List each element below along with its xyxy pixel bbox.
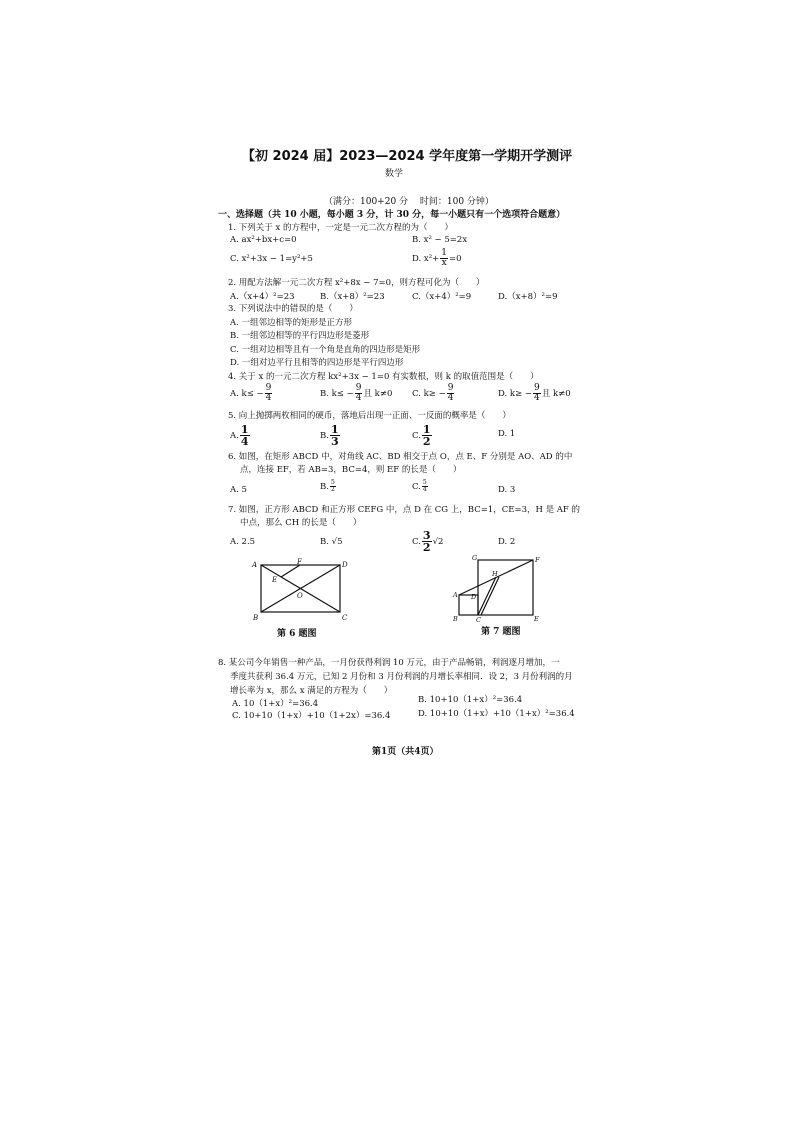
figure-7-diagram <box>452 555 544 623</box>
q2-option-a: A.（x+4）²=23 <box>230 292 295 302</box>
fig6-label-d: D <box>342 561 348 569</box>
q6-c-den: 4 <box>422 486 427 493</box>
q7-option-c <box>412 530 443 553</box>
fig7-label-h: H <box>492 570 498 578</box>
q8-stem-line1: 8. 某公司今年销售一种产品，一月份获得利润 10 万元，由于产品畅销，利润逐月增加，一 <box>218 658 560 668</box>
q4-c-num: 9 <box>447 383 454 393</box>
q6-option-c <box>412 480 429 493</box>
q5-c-label: C. <box>412 431 421 441</box>
q2-option-d: D.（x+8）²=9 <box>498 292 558 302</box>
q4-d-num: 9 <box>534 383 540 393</box>
q3-option-d: D. 一组对边平行且相等的四边形是平行四边形 <box>230 358 404 368</box>
q6-stem-line2: 点，连接 EF，若 AB=3，BC=4，则 EF 的长是（ ） <box>240 465 462 475</box>
q6-stem-line1: 6. 如图，在矩形 ABCD 中，对角线 AC、BD 相交于点 O，点 E、F 分别是 AO、AD 的中 <box>228 452 573 462</box>
q6-c-num: 5 <box>422 479 427 486</box>
fig7-label-f: F <box>535 556 540 564</box>
q6-c-label: C. <box>412 482 421 492</box>
q5-stem: 5. 向上抛掷两枚相同的硬币，落地后出现一正面、一反面的概率是（ ） <box>228 411 511 421</box>
q4-option-a <box>230 384 273 403</box>
q4-option-c <box>412 384 455 403</box>
q8-option-b: B. 10+10（1+x）²=36.4 <box>418 695 523 705</box>
q1-option-c: C. x²+3x − 1=y²+5 <box>230 254 313 264</box>
q4-a-prefix: A. k≤ − <box>230 389 264 399</box>
q2-stem: 2. 用配方法解一元二次方程 x²+8x − 7=0，则方程可化为（ ） <box>228 278 485 288</box>
fig6-label-e: E <box>272 576 278 584</box>
fig7-square-cefg <box>478 560 533 615</box>
q5-c-den: 2 <box>422 435 431 448</box>
q1-d-num: 1 <box>441 248 447 258</box>
q6-option-d: D. 3 <box>498 485 516 495</box>
q4-option-d <box>498 384 571 403</box>
q7-stem-line2: 中点，那么 CH 的长是（ ） <box>240 518 362 528</box>
fig6-label-a: A <box>252 561 258 569</box>
fig6-label-f: F <box>297 558 302 566</box>
q4-b-suffix: 且 k≠0 <box>363 389 393 399</box>
fig6-label-b: B <box>253 614 259 622</box>
q6-option-b <box>320 480 337 493</box>
q1-d-suffix: =0 <box>448 254 462 264</box>
q7-option-a: A. 2.5 <box>230 537 256 547</box>
q7-option-b: B. √5 <box>320 537 343 547</box>
q6-b-label: B. <box>320 482 329 492</box>
section-heading: 一、选择题（共 10 小题，每小题 3 分，计 30 分，每一小题只有一个选项符合题意） <box>218 210 566 220</box>
q5-b-num: 1 <box>330 423 339 436</box>
fig6-label-o: O <box>297 592 303 600</box>
q5-a-label: A. <box>230 431 239 441</box>
q7-stem-line1: 7. 如图，正方形 ABCD 和正方形 CEFG 中，点 D 在 CG 上，BC=1，CE=3，H 是 AF 的 <box>228 505 581 515</box>
q3-stem: 3. 下列说法中的错误的是（ ） <box>228 304 358 314</box>
q7-option-d: D. 2 <box>498 537 516 547</box>
page-title: 【初 2024 届】2023—2024 学年度第一学期开学测评 <box>242 149 573 164</box>
fig6-segment-ef <box>281 565 300 577</box>
q3-option-b: B. 一组邻边相等的平行四边形是菱形 <box>230 331 370 341</box>
exam-meta: （满分：100+20 分 时间：100 分钟） <box>324 197 494 207</box>
q4-d-prefix: D. k≥ − <box>498 389 533 399</box>
q8-stem-line2: 季度共获利 36.4 万元，已知 2 月份和 3 月份利润的月增长率相同．设 2，3 月份利润的月 <box>230 672 573 682</box>
q1-d-den: x <box>441 258 447 268</box>
q5-b-den: 3 <box>330 435 339 448</box>
q1-d-prefix: D. x²+ <box>412 254 440 264</box>
q4-option-b <box>320 384 392 403</box>
fig6-label-c: C <box>342 614 348 622</box>
q8-option-c: C. 10+10（1+x）+10（1+2x）=36.4 <box>232 711 391 721</box>
q1-option-b: B. x² − 5=2x <box>412 235 468 245</box>
q7-c-den: 2 <box>422 541 431 554</box>
q8-stem-line3: 增长率为 x，那么 x 满足的方程为（ ） <box>230 686 393 696</box>
q8-option-d: D. 10+10（1+x）+10（1+x）²=36.4 <box>418 709 575 719</box>
fig7-label-b: B <box>453 615 458 623</box>
figure-7-caption: 第 7 题图 <box>481 627 521 637</box>
q2-option-c: C.（x+4）²=9 <box>412 292 472 302</box>
q1-stem: 1. 下列关于 x 的方程中，一定是一元二次方程的为（ ） <box>228 223 454 233</box>
q4-c-prefix: C. k≥ − <box>412 389 446 399</box>
q2-option-b: B.（x+8）²=23 <box>320 292 385 302</box>
page-number: 第1页（共4页） <box>372 747 439 757</box>
q4-a-num: 9 <box>265 383 272 393</box>
q7-c-num: 3 <box>422 529 431 542</box>
fig7-label-g: G <box>472 555 478 562</box>
q3-option-c: C. 一组对边相等且有一个角是直角的四边形是矩形 <box>230 345 421 355</box>
q4-stem: 4. 关于 x 的一元二次方程 kx²+3x − 1=0 有实数根，则 k 的取值范围是（ ） <box>228 372 539 382</box>
fig7-label-a: A <box>453 591 458 599</box>
q1-option-d <box>412 249 462 268</box>
q4-b-num: 9 <box>355 383 362 393</box>
q6-b-num: 5 <box>330 479 335 486</box>
q5-b-label: B. <box>320 431 329 441</box>
q3-option-a: A. 一组邻边相等的矩形是正方形 <box>230 318 353 328</box>
q7-c-label: C. <box>412 537 421 547</box>
fig7-label-c: C <box>476 616 481 623</box>
q4-d-suffix: 且 k≠0 <box>541 389 571 399</box>
subject-label: 数学 <box>385 169 404 179</box>
q7-c-radical: √2 <box>432 537 444 547</box>
q4-c-den: 4 <box>447 393 454 403</box>
figure-6-caption: 第 6 题图 <box>277 629 317 639</box>
q5-a-num: 1 <box>240 423 249 436</box>
q5-option-a <box>230 424 251 447</box>
fig7-label-d: D <box>471 593 477 601</box>
q5-option-b <box>320 424 341 447</box>
q8-option-a: A. 10（1+x）²=36.4 <box>232 699 319 709</box>
q4-a-den: 4 <box>265 393 272 403</box>
q6-b-den: 2 <box>330 486 335 493</box>
q6-option-a: A. 5 <box>230 485 247 495</box>
q5-option-d: D. 1 <box>498 429 516 439</box>
q5-option-c <box>412 424 433 447</box>
q5-a-den: 4 <box>240 435 249 448</box>
fig7-segment-ch <box>478 577 496 615</box>
q1-option-a: A. ax²+bx+c=0 <box>230 235 297 245</box>
q4-b-den: 4 <box>355 393 362 403</box>
q4-d-den: 4 <box>534 393 540 403</box>
q5-c-num: 1 <box>422 423 431 436</box>
q4-b-prefix: B. k≤ − <box>320 389 354 399</box>
fig7-label-e: E <box>534 615 539 623</box>
figure-6-diagram <box>248 556 358 624</box>
